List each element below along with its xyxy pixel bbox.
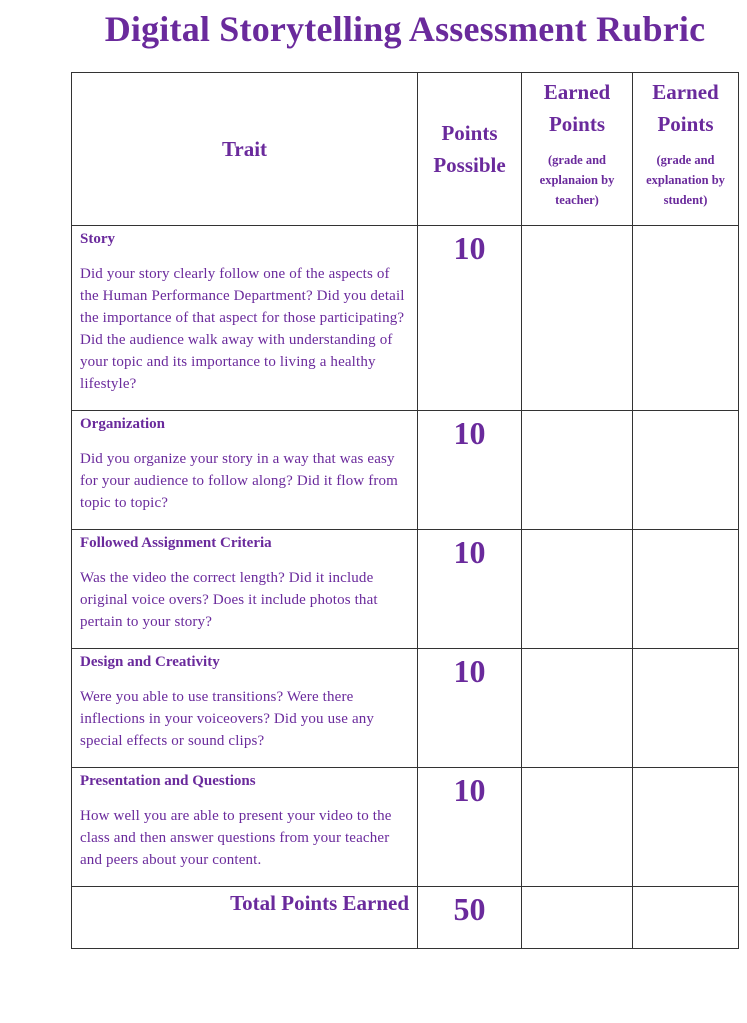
points-possible-label-line2: Possible — [433, 153, 506, 177]
page-title: Digital Storytelling Assessment Rubric — [104, 9, 706, 49]
points-possible-header — [418, 73, 522, 226]
student-points-header — [633, 73, 739, 226]
total-label: Total Points Earned — [72, 887, 418, 949]
student-earned-cell[interactable] — [633, 649, 739, 768]
total-points-value: 50 — [418, 887, 522, 949]
trait-cell — [72, 226, 418, 411]
teacher-earned-cell[interactable] — [522, 530, 633, 649]
header-row — [72, 73, 739, 226]
trait-name: Organization — [80, 416, 165, 432]
rubric-row-design-creativity — [72, 649, 739, 768]
teacher-header-line1: Earned — [543, 80, 611, 104]
teacher-total-cell[interactable] — [522, 887, 633, 949]
student-header-line2: Points — [657, 112, 714, 136]
student-header-subtitle: (grade and explanation by student) — [646, 153, 725, 207]
trait-header-label: Trait — [221, 137, 268, 161]
teacher-header-line2: Points — [548, 112, 605, 136]
student-earned-cell[interactable] — [633, 530, 739, 649]
rubric-row-organization — [72, 411, 739, 530]
trait-name: Followed Assignment Criteria — [80, 535, 272, 551]
rubric-table — [71, 72, 739, 949]
points-possible-value: 10 — [418, 411, 522, 530]
trait-description: How well you are able to present your video to the class and then answer questions from your teacher and peers about your content. — [80, 808, 392, 868]
teacher-points-header — [522, 73, 633, 226]
teacher-earned-cell[interactable] — [522, 411, 633, 530]
points-possible-value: 10 — [418, 768, 522, 887]
student-header-line1: Earned — [652, 80, 719, 104]
trait-name: Design and Creativity — [80, 654, 220, 670]
points-possible-label-line1: Points — [441, 121, 498, 145]
trait-description: Did you organize your story in a way that was easy for your audience to follow along? Did it flow from topic to topic? — [80, 451, 398, 511]
student-total-cell[interactable] — [633, 887, 739, 949]
trait-description: Was the video the correct length? Did it include original voice overs? Does it include photos that pertain to your story? — [80, 570, 378, 630]
student-earned-cell[interactable] — [633, 768, 739, 887]
total-row — [72, 887, 739, 949]
trait-name: Story — [80, 231, 115, 247]
teacher-earned-cell[interactable] — [522, 226, 633, 411]
teacher-header-subtitle: (grade and explanaion by teacher) — [539, 153, 615, 207]
student-earned-cell[interactable] — [633, 411, 739, 530]
student-earned-cell[interactable] — [633, 226, 739, 411]
trait-header — [72, 73, 418, 226]
rubric-row-assignment-criteria — [72, 530, 739, 649]
rubric-row-presentation — [72, 768, 739, 887]
points-possible-value: 10 — [418, 226, 522, 411]
teacher-earned-cell[interactable] — [522, 649, 633, 768]
rubric-row-story — [72, 226, 739, 411]
trait-description: Did your story clearly follow one of the aspects of the Human Performance Department? Did you detail the importance of that aspect for those participating? Did the audience walk away with understanding of your topic and its importance to living a healthy lifestyle? — [80, 266, 405, 392]
trait-cell — [72, 530, 418, 649]
points-possible-value: 10 — [418, 530, 522, 649]
trait-cell — [72, 411, 418, 530]
trait-description: Were you able to use transitions? Were there inflections in your voiceovers? Did you use any special effects or sound clips? — [80, 689, 375, 749]
trait-cell — [72, 768, 418, 887]
points-possible-value: 10 — [418, 649, 522, 768]
trait-name: Presentation and Questions — [80, 773, 256, 789]
trait-cell — [72, 649, 418, 768]
teacher-earned-cell[interactable] — [522, 768, 633, 887]
